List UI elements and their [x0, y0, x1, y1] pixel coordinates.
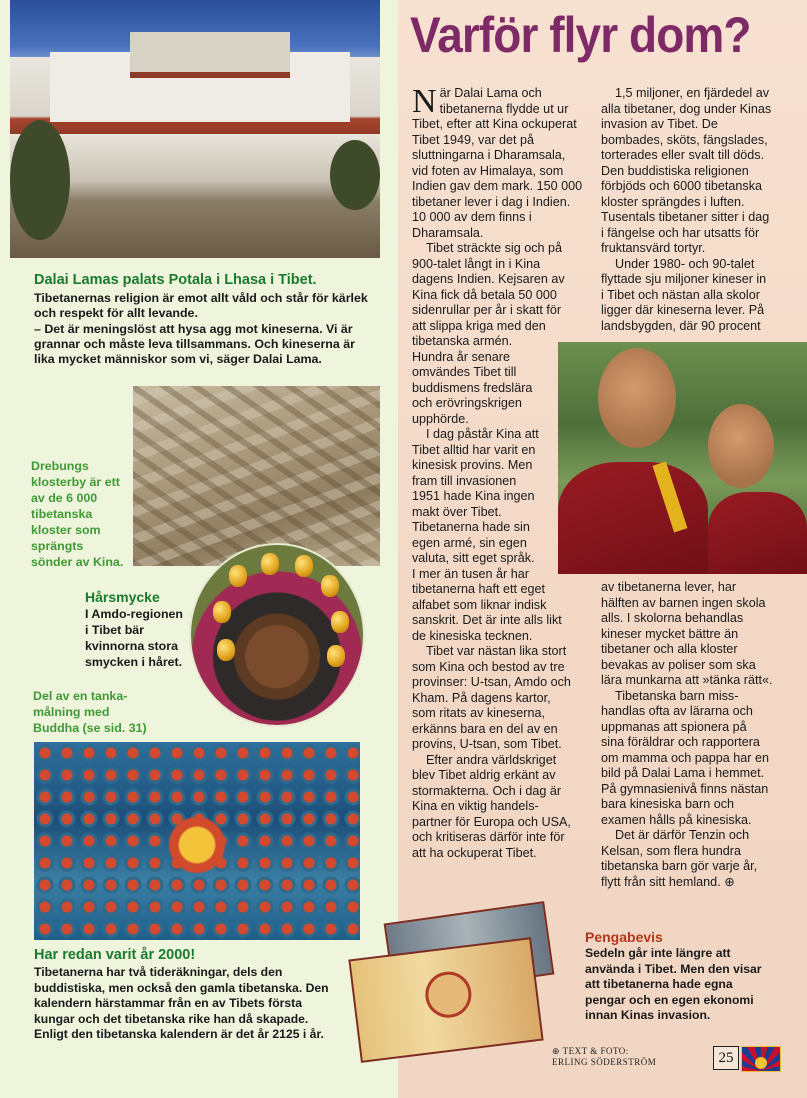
article-column-2-bottom [601, 580, 801, 890]
caption-line: Tibetanerna har två tideräkningar, dels den [34, 965, 283, 979]
potala-caption [34, 272, 384, 367]
monk-robe [708, 492, 807, 574]
article-paragraph: Det är därför Tenzin och Kelsan, som flera hundra tibetanska barn gör varje år, flytt från sitt hemland. ⊕ [601, 828, 758, 889]
credit-line: ⊕ TEXT & FOTO: [552, 1046, 629, 1056]
caption-line: tibetanska [31, 507, 93, 521]
tibetan-flag-icon [741, 1046, 781, 1072]
monk-robe [558, 462, 708, 574]
tibetan-banknote-photo [354, 912, 564, 1062]
article-paragraph: När Dalai Lama och tibetanerna flydde ut ur Tibet, efter att Kina ockuperat Tibet 1949, var det på sluttningarna i Dharamsala, vid foten av Himalaya, som Indien gav dem mark. 150 000 tibetaner lever i dag i Indien. 10 000 av dem finns i Dharamsala. [412, 83, 583, 240]
calendar-caption [34, 946, 384, 1043]
caption-line: I Amdo-regionen [85, 607, 183, 621]
page-headline: Varför flyr dom? [410, 7, 751, 63]
hair-bead [261, 553, 279, 575]
hair-bead [217, 639, 235, 661]
monk-head [708, 404, 774, 488]
caption-line: använda i Tibet. Men den visar [585, 961, 762, 976]
young-monks-photo [558, 342, 807, 574]
caption-line: kvinnorna stora [85, 639, 178, 653]
tree-left [10, 120, 70, 240]
amdo-woman-photo [189, 543, 365, 727]
pengabevis-title: Pengabevis [585, 929, 663, 945]
caption-line: kloster som [31, 523, 101, 537]
monk-head [598, 348, 676, 448]
article-paragraph: Efter andra världskriget blev Tibet aldrig erkänt av stormakterna. Och i dag är Kina en viktig handels- partner för Europa och USA, och kritiseras därför inte för att ha ockuperat Tibet. [412, 752, 571, 860]
credit-line: ERLING SÖDERSTRÖM [552, 1057, 657, 1067]
hair-bead [229, 565, 247, 587]
caption-line: kungar och det tibetanska rike han då skapade. [34, 1011, 309, 1026]
caption-line: smycken i håret. [85, 655, 183, 669]
drebung-ruins-photo [133, 386, 380, 566]
hair-bead [321, 575, 339, 597]
caption-line: kalendern härstammar från en av Tibets första [34, 996, 302, 1010]
tanka-caption [33, 688, 183, 736]
caption-line: Tibetanernas religion är emot allt våld och står för kärlek [34, 291, 368, 305]
article-paragraph: Tibet var nästan lika stort som Kina och bestod av tre provinser: U-tsan, Amdo och Kham. På dagens kartor, som ritats av kineserna, erkänns bara en del av en provins, U-tsan, som Tibet. [412, 644, 571, 751]
hair-bead [327, 645, 345, 667]
caption-line: målning med [33, 705, 110, 719]
caption-line: pengar och en egen ekonomi [585, 992, 754, 1007]
caption-line: klosterby är ett [31, 475, 120, 489]
calendar-caption-title: Har redan varit år 2000! [34, 947, 196, 963]
caption-line: och respekt för allt levande. [34, 306, 198, 321]
hair-bead [213, 601, 231, 623]
photo-credit [552, 1046, 656, 1068]
page-number: 25 [713, 1046, 739, 1070]
caption-line: Buddha (se sid. 31) [33, 721, 147, 735]
tanka-painting-photo [34, 742, 360, 940]
hair-bead [331, 611, 349, 633]
caption-line: Drebungs [31, 459, 89, 473]
caption-line: sprängts [31, 539, 84, 553]
article-paragraph: Tibetanska barn miss- handlas ofta av lärarna och uppmanas att spionera på sina föräldrar och rapportera om mamma och pappa har en bild på Dalai Lama i hemmet. På gymnasienivå finns nästan bara kinesiska barn och examen hålls på kinesiska. [601, 688, 770, 827]
caption-line: innan Kinas invasion. [585, 1008, 711, 1022]
caption-line: av de 6 000 [31, 491, 98, 505]
article-paragraph: Under 1980- och 90-talet flyttade sju miljoner kineser in i Tibet och nästan alla skolor ligger där kineserna lever. På landsbygden, där 90 procent [601, 256, 767, 333]
banknote-front [348, 937, 543, 1063]
article-column-2-top [601, 86, 801, 334]
caption-line: sönder av Kina. [31, 555, 124, 569]
potala-caption-title: Dalai Lamas palats Potala i Lhasa i Tibet. [34, 272, 317, 288]
article-paragraph: I dag påstår Kina att Tibet alltid har varit en kinesisk provins. Men fram till invasionen 1951 hade Kina ingen makt över Tibet. Tibetanerna hade sin egen armé, sin egen valuta, sitt eget språk. I mer än tusen år har tibetanerna haft ett eget alfabet som liknar indisk sanskrit. Det är inte alls likt de kinesiska tecknen. [412, 427, 562, 643]
caption-line: att tibetanerna hade egna [585, 977, 733, 991]
caption-line: buddistiska, men också den gamla tibetanska. Den [34, 980, 329, 995]
caption-line: lika mycket människor som vi, säger Dalai Lama. [34, 352, 322, 367]
caption-line: i Tibet bär [85, 623, 144, 637]
hair-bead [295, 555, 313, 577]
caption-line: Sedeln går inte längre att [585, 946, 731, 960]
harsmycke-title: Hårsmycke [85, 589, 160, 605]
tree-right [330, 140, 380, 210]
drop-cap: N [412, 83, 437, 120]
caption-line: Del av en tanka- [33, 689, 128, 703]
caption-line: – Det är meningslöst att hysa agg mot kineserna. Vi är [34, 321, 353, 336]
caption-line: grannar och måste leva tillsammans. Och kineserna är [34, 336, 355, 351]
pengabevis-caption [585, 928, 800, 1024]
potala-palace-photo [10, 0, 380, 258]
harsmycke-caption [85, 589, 205, 670]
article-paragraph: av tibetanerna lever, har hälften av barnen ingen skola alls. I skolorna behandlas kineser mycket bättre än tibetaner och alla kloster bevakas av poliser som ska lära munkarna att »tänka rätt«. [601, 580, 773, 687]
caption-line: Enligt den tibetanska kalendern är det år 2125 i år. [34, 1027, 324, 1041]
drebung-caption [31, 458, 131, 570]
article-paragraph: 1,5 miljoner, en fjärdedel av alla tibetaner, dog under Kinas invasion av Tibet. De bombades, sköts, fängslades, torterades eller svalt till döds. Den buddistiska religionen förbjöds och 6000 tibetanska kloster sprängdes i luften. Tusentals tibetaner sitter i dag i fängelse och har utsatts för fruktansvärd tortyr. [601, 86, 772, 255]
palace-red-wing [130, 32, 290, 78]
article-paragraph: Tibet sträckte sig och på 900-talet långt in i Kina dagens Indien. Kejsaren av Kina fick då betala 50 000 sidenrullar per år i skatt för att slippa kriga med den tibetanska armén. Hundra år senare omvändes Tibet till buddismens fredslära och erövringskrigen upphörde. [412, 241, 565, 426]
banknote-seal-icon [423, 969, 474, 1020]
